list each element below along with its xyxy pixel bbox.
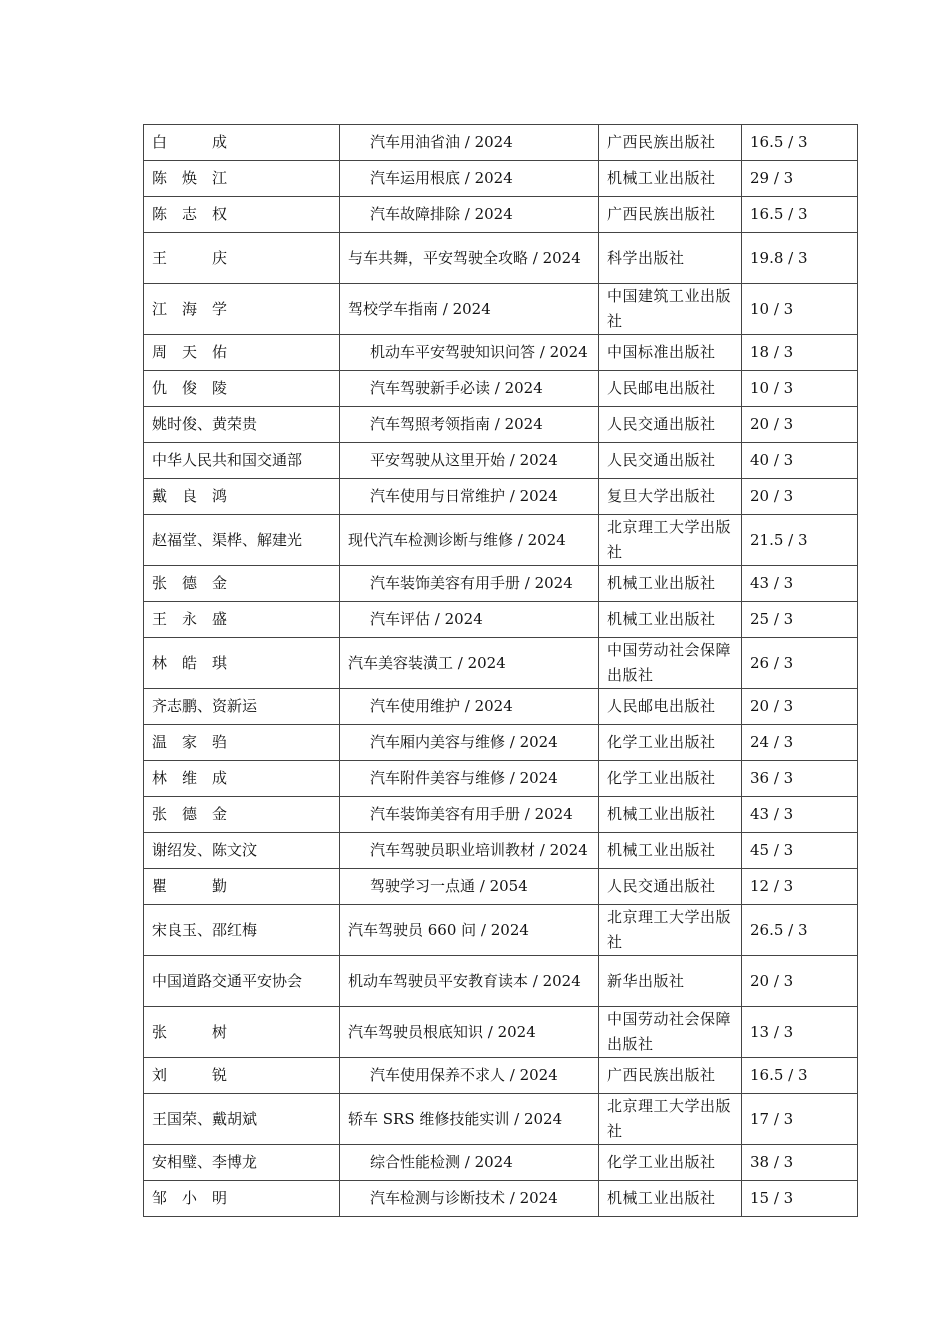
table-row — [144, 1181, 858, 1217]
author-cell: 陈 焕 江 — [144, 161, 340, 197]
price-cell: 19.8 / 3 — [742, 233, 858, 284]
title-cell: 汽车驾驶员职业培训教材 / 2024 — [340, 833, 599, 869]
table-row — [144, 197, 858, 233]
title-cell: 与车共舞，平安驾驶全攻略 / 2024 — [340, 233, 599, 284]
title-cell: 汽车评估 / 2024 — [340, 602, 599, 638]
title-cell: 汽车使用与日常维护 / 2024 — [340, 479, 599, 515]
author-cell: 江 海 学 — [144, 284, 340, 335]
title-cell: 汽车使用维护 / 2024 — [340, 689, 599, 725]
author-cell: 宋良玉、邵红梅 — [144, 905, 340, 956]
table-row — [144, 761, 858, 797]
table-row — [144, 443, 858, 479]
author-cell: 谢绍发、陈文汶 — [144, 833, 340, 869]
publisher-cell: 化学工业出版社 — [599, 1145, 742, 1181]
author-cell: 戴 良 鸿 — [144, 479, 340, 515]
title-cell: 汽车使用保养不求人 / 2024 — [340, 1058, 599, 1094]
table-row — [144, 1058, 858, 1094]
price-cell: 26 / 3 — [742, 638, 858, 689]
table-row — [144, 797, 858, 833]
table-row — [144, 284, 858, 335]
price-cell: 20 / 3 — [742, 479, 858, 515]
author-cell: 仇 俊 陵 — [144, 371, 340, 407]
price-cell: 38 / 3 — [742, 1145, 858, 1181]
table-row — [144, 833, 858, 869]
price-cell: 21.5 / 3 — [742, 515, 858, 566]
publisher-cell: 机械工业出版社 — [599, 566, 742, 602]
publisher-cell: 机械工业出版社 — [599, 602, 742, 638]
publisher-cell: 广西民族出版社 — [599, 197, 742, 233]
publisher-cell: 北京理工大学出版社 — [599, 1094, 742, 1145]
price-cell: 16.5 / 3 — [742, 125, 858, 161]
book-list-table — [143, 124, 858, 1217]
title-cell: 轿车 SRS 维修技能实训 / 2024 — [340, 1094, 599, 1145]
publisher-cell: 中国建筑工业出版社 — [599, 284, 742, 335]
author-cell: 王 永 盛 — [144, 602, 340, 638]
publisher-cell: 机械工业出版社 — [599, 833, 742, 869]
author-cell: 瞿 勤 — [144, 869, 340, 905]
author-cell: 张 德 金 — [144, 797, 340, 833]
title-cell: 汽车厢内美容与维修 / 2024 — [340, 725, 599, 761]
publisher-cell: 广西民族出版社 — [599, 125, 742, 161]
price-cell: 17 / 3 — [742, 1094, 858, 1145]
publisher-cell: 新华出版社 — [599, 956, 742, 1007]
publisher-cell: 化学工业出版社 — [599, 725, 742, 761]
author-cell: 中国道路交通平安协会 — [144, 956, 340, 1007]
table-row — [144, 125, 858, 161]
price-cell: 10 / 3 — [742, 284, 858, 335]
publisher-cell: 化学工业出版社 — [599, 761, 742, 797]
title-cell: 汽车驾驶新手必读 / 2024 — [340, 371, 599, 407]
publisher-cell: 北京理工大学出版社 — [599, 515, 742, 566]
publisher-cell: 北京理工大学出版社 — [599, 905, 742, 956]
author-cell: 周 天 佑 — [144, 335, 340, 371]
price-cell: 10 / 3 — [742, 371, 858, 407]
author-cell: 姚时俊、黄荣贵 — [144, 407, 340, 443]
title-cell: 平安驾驶从这里开始 / 2024 — [340, 443, 599, 479]
author-cell: 赵福堂、渠桦、解建光 — [144, 515, 340, 566]
table-row — [144, 689, 858, 725]
title-cell: 汽车装饰美容有用手册 / 2024 — [340, 797, 599, 833]
title-cell: 汽车驾驶员根底知识 / 2024 — [340, 1007, 599, 1058]
table-row — [144, 725, 858, 761]
price-cell: 16.5 / 3 — [742, 197, 858, 233]
table-row — [144, 1094, 858, 1145]
price-cell: 12 / 3 — [742, 869, 858, 905]
author-cell: 林 维 成 — [144, 761, 340, 797]
price-cell: 16.5 / 3 — [742, 1058, 858, 1094]
price-cell: 43 / 3 — [742, 797, 858, 833]
title-cell: 汽车装饰美容有用手册 / 2024 — [340, 566, 599, 602]
table-row — [144, 479, 858, 515]
publisher-cell: 科学出版社 — [599, 233, 742, 284]
table-body — [144, 125, 858, 1217]
table-row — [144, 371, 858, 407]
publisher-cell: 人民交通出版社 — [599, 443, 742, 479]
title-cell: 驾校学车指南 / 2024 — [340, 284, 599, 335]
title-cell: 现代汽车检测诊断与维修 / 2024 — [340, 515, 599, 566]
table-row — [144, 407, 858, 443]
publisher-cell: 中国劳动社会保障出版社 — [599, 638, 742, 689]
price-cell: 40 / 3 — [742, 443, 858, 479]
publisher-cell: 人民邮电出版社 — [599, 371, 742, 407]
table-row — [144, 638, 858, 689]
publisher-cell: 机械工业出版社 — [599, 161, 742, 197]
table-row — [144, 566, 858, 602]
publisher-cell: 人民邮电出版社 — [599, 689, 742, 725]
title-cell: 汽车附件美容与维修 / 2024 — [340, 761, 599, 797]
author-cell: 温 家 驺 — [144, 725, 340, 761]
price-cell: 24 / 3 — [742, 725, 858, 761]
price-cell: 20 / 3 — [742, 689, 858, 725]
author-cell: 安相璧、李博龙 — [144, 1145, 340, 1181]
table-row — [144, 1007, 858, 1058]
table-row — [144, 1145, 858, 1181]
title-cell: 机动车驾驶员平安教育读本 / 2024 — [340, 956, 599, 1007]
table-row — [144, 869, 858, 905]
price-cell: 26.5 / 3 — [742, 905, 858, 956]
author-cell: 陈 志 权 — [144, 197, 340, 233]
table-row — [144, 905, 858, 956]
title-cell: 汽车检测与诊断技术 / 2024 — [340, 1181, 599, 1217]
publisher-cell: 中国劳动社会保障出版社 — [599, 1007, 742, 1058]
price-cell: 13 / 3 — [742, 1007, 858, 1058]
author-cell: 齐志鹏、资新运 — [144, 689, 340, 725]
price-cell: 20 / 3 — [742, 407, 858, 443]
price-cell: 20 / 3 — [742, 956, 858, 1007]
title-cell: 驾驶学习一点通 / 2054 — [340, 869, 599, 905]
price-cell: 15 / 3 — [742, 1181, 858, 1217]
table-row — [144, 161, 858, 197]
price-cell: 29 / 3 — [742, 161, 858, 197]
author-cell: 王 庆 — [144, 233, 340, 284]
table-row — [144, 602, 858, 638]
table-row — [144, 335, 858, 371]
author-cell: 白 成 — [144, 125, 340, 161]
publisher-cell: 人民交通出版社 — [599, 869, 742, 905]
publisher-cell: 广西民族出版社 — [599, 1058, 742, 1094]
title-cell: 汽车美容装潢工 / 2024 — [340, 638, 599, 689]
title-cell: 汽车驾照考领指南 / 2024 — [340, 407, 599, 443]
title-cell: 汽车驾驶员 660 问 / 2024 — [340, 905, 599, 956]
table-row — [144, 233, 858, 284]
author-cell: 刘 锐 — [144, 1058, 340, 1094]
price-cell: 18 / 3 — [742, 335, 858, 371]
author-cell: 张 德 金 — [144, 566, 340, 602]
author-cell: 林 皓 琪 — [144, 638, 340, 689]
author-cell: 张 树 — [144, 1007, 340, 1058]
title-cell: 机动车平安驾驶知识问答 / 2024 — [340, 335, 599, 371]
author-cell: 王国荣、戴胡斌 — [144, 1094, 340, 1145]
author-cell: 邹 小 明 — [144, 1181, 340, 1217]
price-cell: 45 / 3 — [742, 833, 858, 869]
author-cell: 中华人民共和国交通部 — [144, 443, 340, 479]
publisher-cell: 机械工业出版社 — [599, 1181, 742, 1217]
table-row — [144, 515, 858, 566]
price-cell: 43 / 3 — [742, 566, 858, 602]
table-row — [144, 956, 858, 1007]
publisher-cell: 机械工业出版社 — [599, 797, 742, 833]
title-cell: 汽车用油省油 / 2024 — [340, 125, 599, 161]
publisher-cell: 人民交通出版社 — [599, 407, 742, 443]
title-cell: 综合性能检测 / 2024 — [340, 1145, 599, 1181]
price-cell: 25 / 3 — [742, 602, 858, 638]
title-cell: 汽车故障排除 / 2024 — [340, 197, 599, 233]
publisher-cell: 复旦大学出版社 — [599, 479, 742, 515]
title-cell: 汽车运用根底 / 2024 — [340, 161, 599, 197]
price-cell: 36 / 3 — [742, 761, 858, 797]
publisher-cell: 中国标准出版社 — [599, 335, 742, 371]
